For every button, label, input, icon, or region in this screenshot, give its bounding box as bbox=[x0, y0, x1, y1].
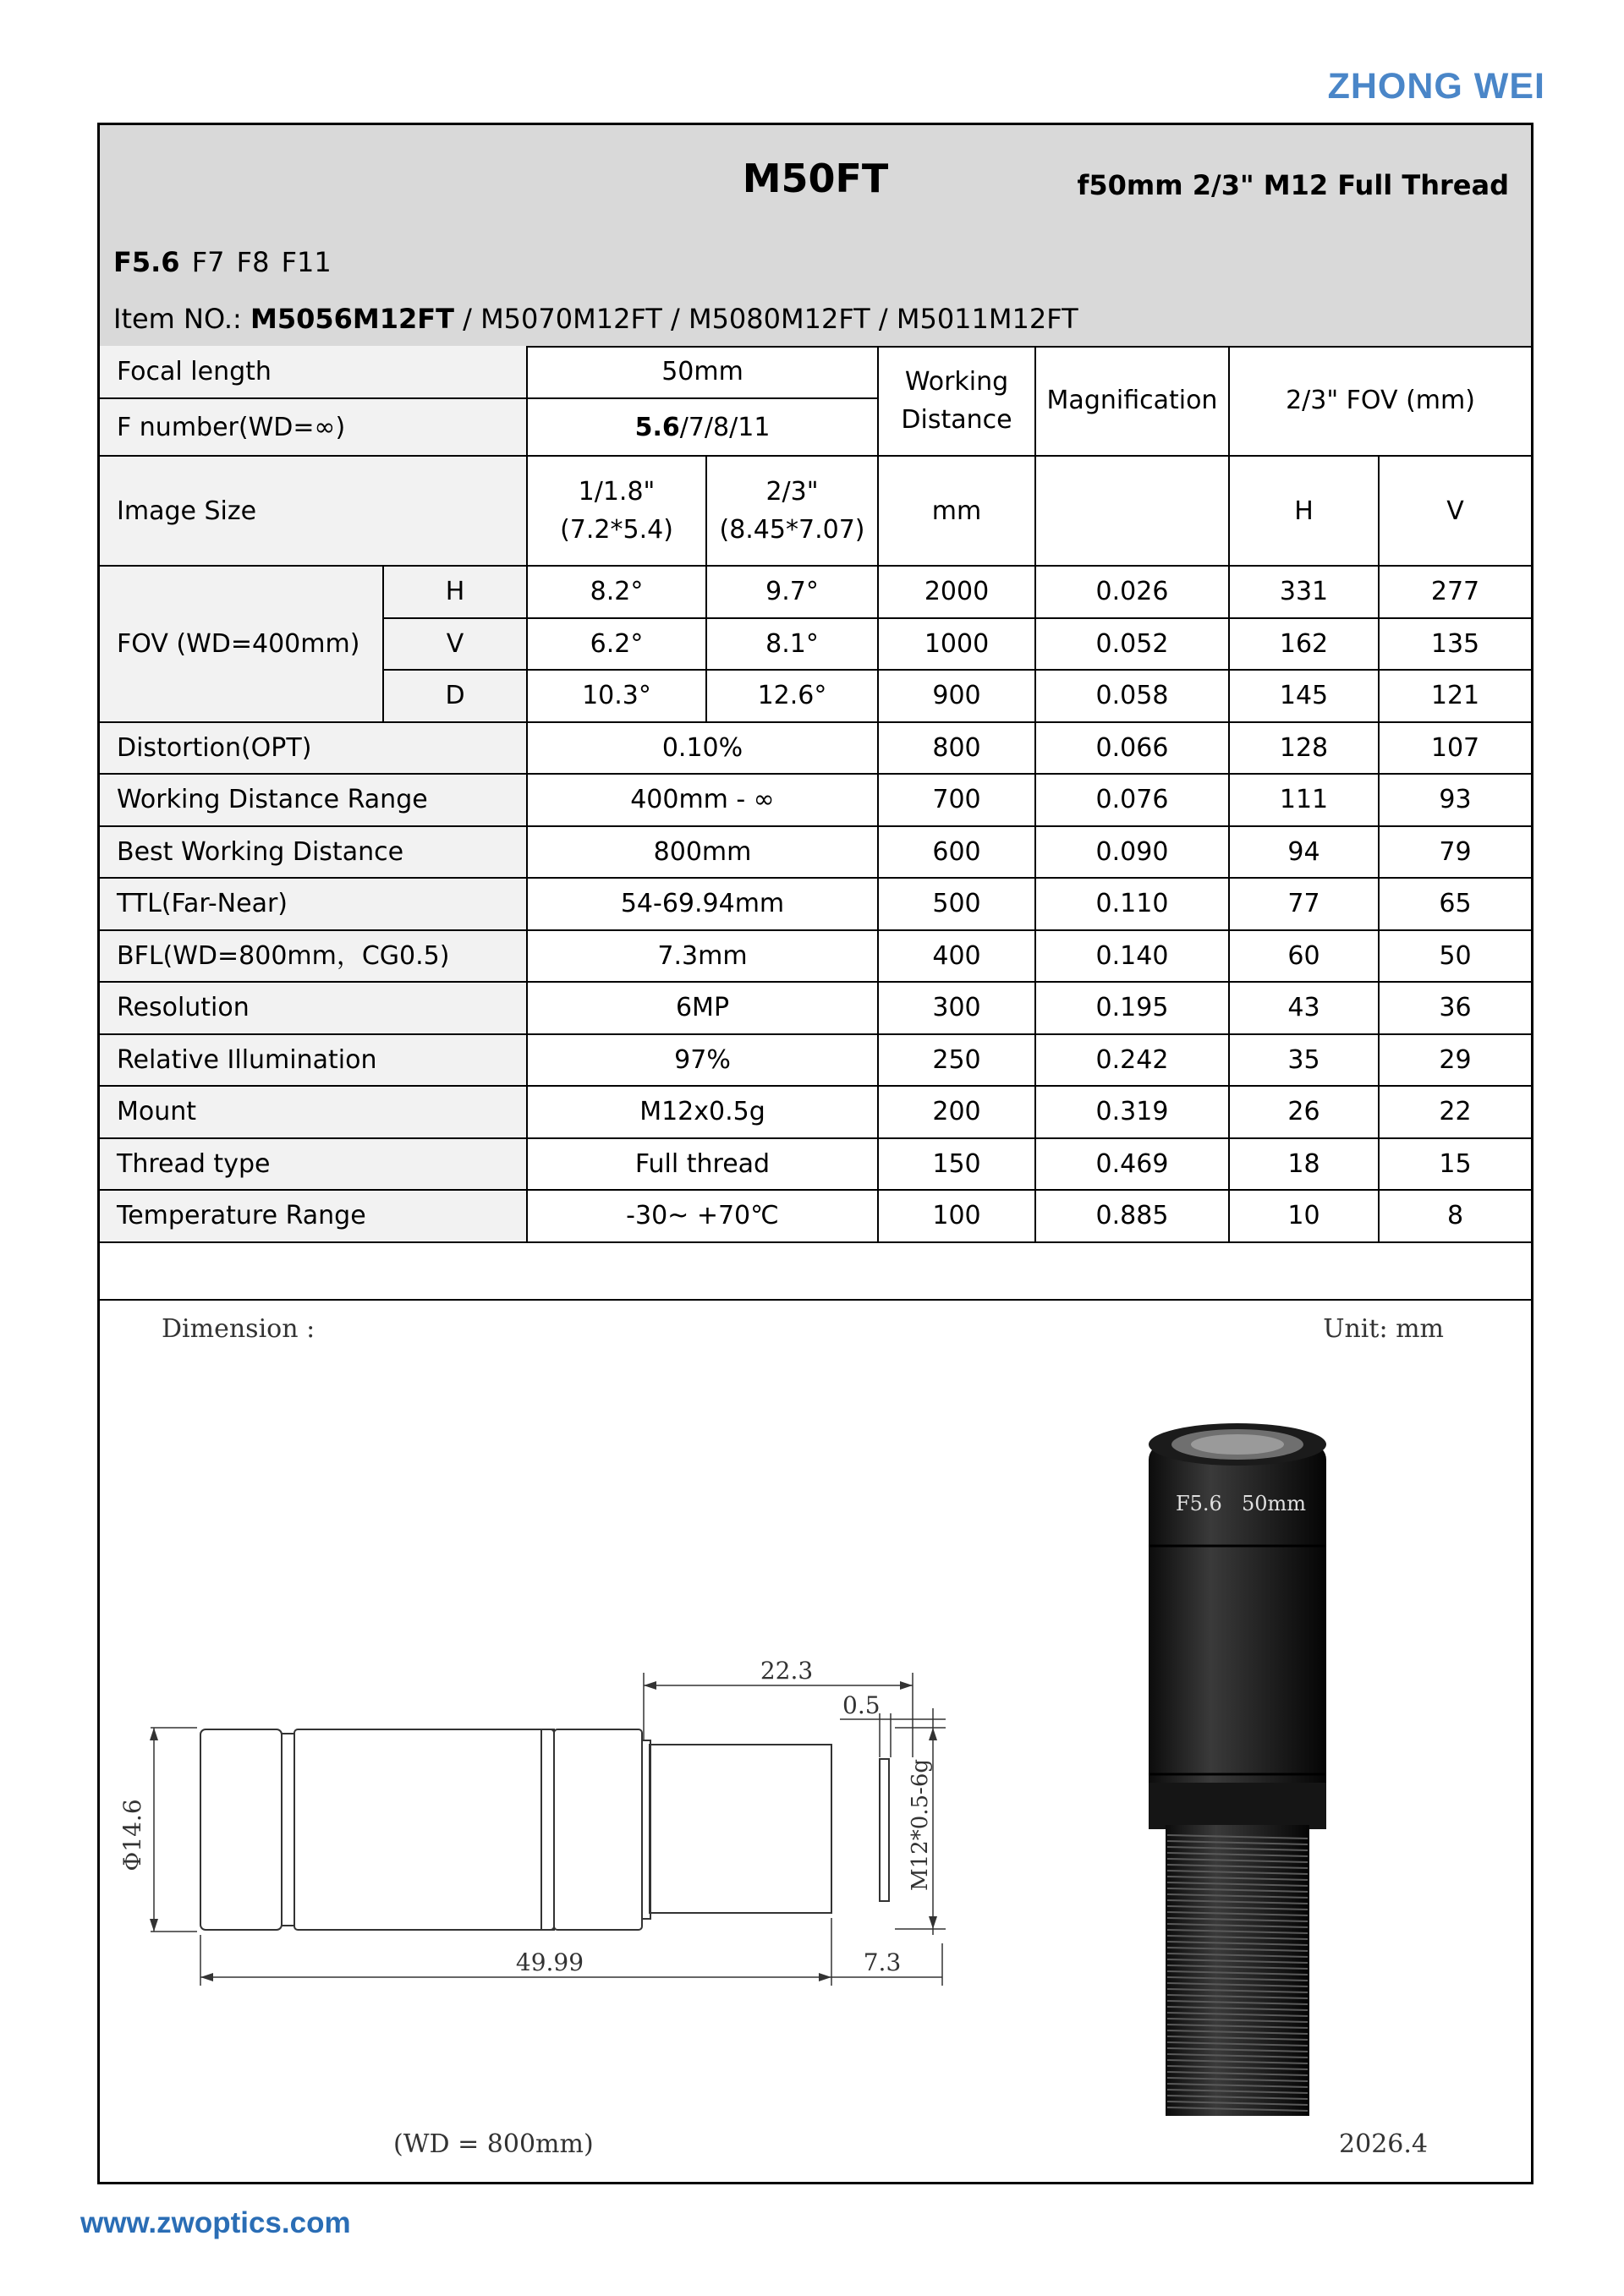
fov-sensor-b: 8.1° bbox=[706, 618, 878, 671]
property-value: 97% bbox=[527, 1034, 878, 1087]
image-size-label: Image Size bbox=[100, 456, 527, 566]
fov-h-value: 94 bbox=[1229, 826, 1379, 879]
dim-length-thread: 22.3 bbox=[760, 1657, 814, 1685]
property-label: Temperature Range bbox=[100, 1190, 527, 1242]
item-primary: M5056M12FT bbox=[250, 303, 454, 335]
property-label: Relative Illumination bbox=[100, 1034, 527, 1087]
sensor-b: 2/3" (8.45*7.07) bbox=[706, 456, 878, 566]
fov-v-value: 29 bbox=[1379, 1034, 1531, 1087]
fov-v-value: 50 bbox=[1379, 930, 1531, 983]
fov-v-value: 22 bbox=[1379, 1086, 1531, 1138]
magnification-value: 0.195 bbox=[1035, 982, 1229, 1034]
lens-marking-fnum: F5.6 bbox=[1176, 1492, 1222, 1515]
property-value: 400mm - ∞ bbox=[527, 774, 878, 826]
property-value: 6MP bbox=[527, 982, 878, 1034]
magnification-header: Magnification bbox=[1035, 346, 1229, 456]
f-number-value bbox=[527, 398, 878, 456]
dimension-drawing bbox=[100, 1301, 1030, 2062]
item-rest: / M5070M12FT / M5080M12FT / M5011M12FT bbox=[453, 303, 1078, 335]
property-row bbox=[100, 1190, 1531, 1242]
property-row bbox=[100, 826, 1531, 879]
fov-v-value: 79 bbox=[1379, 826, 1531, 879]
fov-h-value: 10 bbox=[1229, 1190, 1379, 1242]
lens-marking-focal: 50mm bbox=[1242, 1492, 1307, 1515]
model-subtitle: f50mm 2/3" M12 Full Thread bbox=[1077, 169, 1509, 201]
lens-barrel-rear bbox=[554, 1729, 642, 1930]
dimension-label: Dimension : bbox=[162, 1314, 315, 1344]
item-numbers bbox=[113, 303, 1078, 335]
magnification-value: 0.140 bbox=[1035, 930, 1229, 983]
fov-label: FOV (WD=400mm) bbox=[100, 566, 383, 722]
property-row bbox=[100, 878, 1531, 930]
lens-photo bbox=[1123, 1419, 1343, 2146]
lens-ring bbox=[282, 1734, 294, 1926]
title-bar bbox=[100, 125, 1531, 233]
fov-v-value: 93 bbox=[1379, 774, 1531, 826]
property-label: TTL(Far-Near) bbox=[100, 878, 527, 930]
magnification-value: 0.885 bbox=[1035, 1190, 1229, 1242]
property-value: 0.10% bbox=[527, 722, 878, 775]
fov-v-value: 135 bbox=[1379, 618, 1531, 671]
wd-value: 2000 bbox=[878, 566, 1035, 618]
focal-length-label: Focal length bbox=[100, 346, 527, 398]
wd-value: 200 bbox=[878, 1086, 1035, 1138]
fov-h-value: 18 bbox=[1229, 1138, 1379, 1191]
dim-length-total: 49.99 bbox=[515, 1948, 584, 1976]
focal-length-value: 50mm bbox=[527, 346, 878, 398]
fov-axis: H bbox=[383, 566, 527, 618]
f-number-label: F number(WD=∞) bbox=[100, 398, 527, 456]
magnification-value: 0.058 bbox=[1035, 670, 1229, 722]
wd-value: 150 bbox=[878, 1138, 1035, 1191]
wd-value: 500 bbox=[878, 878, 1035, 930]
fov-v-value: 8 bbox=[1379, 1190, 1531, 1242]
fov-v-value: 277 bbox=[1379, 566, 1531, 618]
property-label: Distortion(OPT) bbox=[100, 722, 527, 775]
magnification-unit bbox=[1035, 456, 1229, 566]
variant-band bbox=[100, 231, 1531, 348]
property-label: Working Distance Range bbox=[100, 774, 527, 826]
magnification-value: 0.319 bbox=[1035, 1086, 1229, 1138]
dim-gap: 0.5 bbox=[842, 1691, 881, 1719]
fov-h-value: 77 bbox=[1229, 878, 1379, 930]
property-row bbox=[100, 1138, 1531, 1191]
fov-h-header: H bbox=[1229, 456, 1379, 566]
wd-unit: mm bbox=[878, 456, 1035, 566]
unit-label: Unit: mm bbox=[1323, 1314, 1444, 1344]
f-number-bold: 5.6 bbox=[634, 412, 680, 442]
property-row bbox=[100, 930, 1531, 983]
magnification-value: 0.026 bbox=[1035, 566, 1229, 618]
f-number-others: F7 F8 F11 bbox=[191, 246, 332, 278]
magnification-value: 0.076 bbox=[1035, 774, 1229, 826]
property-row bbox=[100, 982, 1531, 1034]
datasheet bbox=[97, 123, 1533, 2184]
wd-value: 300 bbox=[878, 982, 1035, 1034]
wd-value: 900 bbox=[878, 670, 1035, 722]
lens-thread bbox=[650, 1745, 831, 1913]
property-label: Resolution bbox=[100, 982, 527, 1034]
property-label: Thread type bbox=[100, 1138, 527, 1191]
dimension-section bbox=[100, 1301, 1531, 2184]
fov-header: 2/3" FOV (mm) bbox=[1229, 346, 1531, 456]
working-distance-header: Working Distance bbox=[878, 346, 1035, 456]
version-label: 2026.4 bbox=[1339, 2129, 1428, 2159]
magnification-value: 0.066 bbox=[1035, 722, 1229, 775]
property-row bbox=[100, 1034, 1531, 1087]
sensor-a: 1/1.8" (7.2*5.4) bbox=[527, 456, 706, 566]
fov-h-value: 43 bbox=[1229, 982, 1379, 1034]
magnification-value: 0.242 bbox=[1035, 1034, 1229, 1087]
magnification-value: 0.052 bbox=[1035, 618, 1229, 671]
f-number-list bbox=[113, 246, 332, 278]
property-label: BFL(WD=800mm，CG0.5) bbox=[100, 930, 527, 983]
fov-h-value: 331 bbox=[1229, 566, 1379, 618]
lens-barrel-body bbox=[294, 1729, 554, 1930]
wd-value: 250 bbox=[878, 1034, 1035, 1087]
wd-value: 600 bbox=[878, 826, 1035, 879]
fov-v-value: 121 bbox=[1379, 670, 1531, 722]
property-row bbox=[100, 774, 1531, 826]
magnification-value: 0.110 bbox=[1035, 878, 1229, 930]
fov-h-value: 26 bbox=[1229, 1086, 1379, 1138]
fov-sensor-a: 10.3° bbox=[527, 670, 706, 722]
wd-value: 100 bbox=[878, 1190, 1035, 1242]
property-row bbox=[100, 1086, 1531, 1138]
fov-h-value: 60 bbox=[1229, 930, 1379, 983]
fov-h-value: 35 bbox=[1229, 1034, 1379, 1087]
fov-sensor-b: 9.7° bbox=[706, 566, 878, 618]
property-label: Best Working Distance bbox=[100, 826, 527, 879]
wd-value: 400 bbox=[878, 930, 1035, 983]
lens-ring-2 bbox=[541, 1729, 554, 1930]
fov-v-value: 15 bbox=[1379, 1138, 1531, 1191]
property-value: 7.3mm bbox=[527, 930, 878, 983]
fov-v-value: 36 bbox=[1379, 982, 1531, 1034]
fov-sensor-a: 6.2° bbox=[527, 618, 706, 671]
wd-value: 1000 bbox=[878, 618, 1035, 671]
wd-note: (WD = 800mm) bbox=[393, 2129, 594, 2159]
fov-h-value: 162 bbox=[1229, 618, 1379, 671]
fov-sensor-b: 12.6° bbox=[706, 670, 878, 722]
fov-h-value: 128 bbox=[1229, 722, 1379, 775]
fov-v-value: 107 bbox=[1379, 722, 1531, 775]
property-value: Full thread bbox=[527, 1138, 878, 1191]
fov-axis: D bbox=[383, 670, 527, 722]
fov-axis: V bbox=[383, 618, 527, 671]
focal-row bbox=[100, 346, 1531, 398]
brand-logo: ZHONG WEI bbox=[1327, 66, 1545, 107]
f-number-primary: F5.6 bbox=[113, 246, 180, 278]
property-value: 54-69.94mm bbox=[527, 878, 878, 930]
sensor-glass bbox=[880, 1759, 889, 1901]
property-value: -30~ +70℃ bbox=[527, 1190, 878, 1242]
property-value: M12x0.5g bbox=[527, 1086, 878, 1138]
fov-v-header: V bbox=[1379, 456, 1531, 566]
magnification-value: 0.469 bbox=[1035, 1138, 1229, 1191]
property-row bbox=[100, 722, 1531, 775]
image-size-row bbox=[100, 456, 1531, 566]
fov-row bbox=[100, 566, 1531, 618]
property-value: 800mm bbox=[527, 826, 878, 879]
lens-barrel-front bbox=[200, 1729, 282, 1930]
fov-h-value: 145 bbox=[1229, 670, 1379, 722]
wd-value: 700 bbox=[878, 774, 1035, 826]
dim-thread: M12*0.5-6g bbox=[908, 1758, 933, 1892]
item-prefix: Item NO.: bbox=[113, 303, 250, 335]
dim-bfl: 7.3 bbox=[863, 1948, 902, 1976]
model-title: M50FT bbox=[742, 156, 889, 201]
fov-sensor-a: 8.2° bbox=[527, 566, 706, 618]
magnification-value: 0.090 bbox=[1035, 826, 1229, 879]
property-label: Mount bbox=[100, 1086, 527, 1138]
wd-value: 800 bbox=[878, 722, 1035, 775]
spacer-row bbox=[100, 1249, 1531, 1301]
fov-v-value: 65 bbox=[1379, 878, 1531, 930]
spec-table bbox=[100, 346, 1531, 1243]
f-number-rest: /7/8/11 bbox=[679, 412, 771, 442]
website-link[interactable]: www.zwoptics.com bbox=[80, 2206, 351, 2239]
dim-diameter: Φ14.6 bbox=[118, 1799, 146, 1871]
fov-h-value: 111 bbox=[1229, 774, 1379, 826]
